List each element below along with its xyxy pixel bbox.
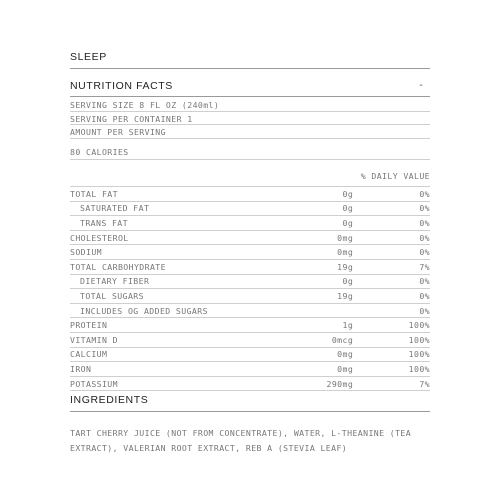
nutrient-row	[70, 230, 430, 245]
nutrient-row	[70, 289, 430, 304]
nutrient-row	[70, 187, 430, 202]
nutrient-amount: 0mg	[257, 347, 353, 362]
nutrient-name: TOTAL FAT	[70, 187, 257, 202]
nutrient-daily-value: 0%	[353, 230, 430, 245]
nutrient-row	[70, 216, 430, 231]
divider	[70, 111, 430, 112]
nutrient-name: SATURATED FAT	[70, 201, 257, 216]
calories: 80 CALORIES	[70, 147, 129, 157]
product-title: SLEEP	[70, 51, 107, 63]
ingredients-heading: INGREDIENTS	[70, 394, 149, 406]
nutrient-daily-value: 0%	[353, 289, 430, 304]
nutrient-daily-value: 0%	[353, 303, 430, 318]
nutrient-amount: 0g	[257, 216, 353, 231]
divider	[70, 138, 430, 139]
nutrient-name: DIETARY FIBER	[70, 274, 257, 289]
nutrient-row	[70, 245, 430, 260]
nutrient-row	[70, 274, 430, 289]
nutrient-daily-value: 100%	[353, 318, 430, 333]
nutrient-name: CALCIUM	[70, 347, 257, 362]
nutrient-row	[70, 376, 430, 391]
servings-per-container: SERVING PER CONTAINER 1	[70, 114, 193, 124]
nutrient-daily-value: 0%	[353, 187, 430, 202]
nutrient-name: CHOLESTEROL	[70, 230, 257, 245]
divider	[70, 124, 430, 125]
nutrient-amount: 0mcg	[257, 332, 353, 347]
amount-per-serving: AMOUNT PER SERVING	[70, 127, 166, 137]
nutrition-table	[70, 186, 430, 391]
nutrient-daily-value: 0%	[353, 201, 430, 216]
nutrient-amount: 0mg	[257, 245, 353, 260]
divider	[70, 68, 430, 69]
nutrient-amount: 0g	[257, 187, 353, 202]
nutrient-name: PROTEIN	[70, 318, 257, 333]
nutrient-row	[70, 318, 430, 333]
nutrient-row	[70, 303, 430, 318]
nutrient-daily-value: 7%	[353, 376, 430, 391]
nutrient-name: IRON	[70, 362, 257, 377]
nutrient-amount: 0mg	[257, 230, 353, 245]
nutrient-daily-value: 0%	[353, 216, 430, 231]
nutrient-name: VITAMIN D	[70, 332, 257, 347]
nutrient-daily-value: 0%	[353, 274, 430, 289]
serving-size: SERVING SIZE 8 FL OZ (240ml)	[70, 100, 220, 110]
nutrient-amount: 0g	[257, 201, 353, 216]
nutrient-daily-value: 0%	[353, 245, 430, 260]
nutrient-row	[70, 201, 430, 216]
divider	[70, 159, 430, 160]
nutrient-name: POTASSIUM	[70, 376, 257, 391]
nutrient-name: SODIUM	[70, 245, 257, 260]
nutrient-amount: 0g	[257, 274, 353, 289]
collapse-toggle-icon[interactable]: -	[418, 80, 425, 91]
nutrient-daily-value: 100%	[353, 362, 430, 377]
nutrient-name: TOTAL CARBOHYDRATE	[70, 259, 257, 274]
nutrition-facts-heading[interactable]: NUTRITION FACTS	[70, 80, 173, 92]
nutrient-name: TOTAL SUGARS	[70, 289, 257, 304]
nutrient-row	[70, 362, 430, 377]
nutrient-row	[70, 259, 430, 274]
nutrient-name: TRANS FAT	[70, 216, 257, 231]
nutrient-amount: 1g	[257, 318, 353, 333]
nutrient-amount: 0mg	[257, 362, 353, 377]
daily-value-header: % DAILY VALUE	[360, 171, 430, 181]
nutrient-row	[70, 332, 430, 347]
nutrient-amount: 19g	[257, 289, 353, 304]
nutrient-amount: 19g	[257, 259, 353, 274]
nutrient-name: INCLUDES OG ADDED SUGARS	[70, 303, 257, 318]
nutrient-amount: 290mg	[257, 376, 353, 391]
nutrient-daily-value: 100%	[353, 332, 430, 347]
divider	[70, 96, 430, 97]
ingredients-text: TART CHERRY JUICE (NOT FROM CONCENTRATE), WATER, L-THEANINE (TEA EXTRACT), VALERIAN ROOT EXTRACT, REB A (STEVIA LEAF)	[70, 428, 412, 453]
nutrient-row	[70, 347, 430, 362]
nutrient-amount	[257, 303, 353, 318]
nutrient-daily-value: 100%	[353, 347, 430, 362]
divider	[70, 411, 430, 412]
nutrient-daily-value: 7%	[353, 259, 430, 274]
